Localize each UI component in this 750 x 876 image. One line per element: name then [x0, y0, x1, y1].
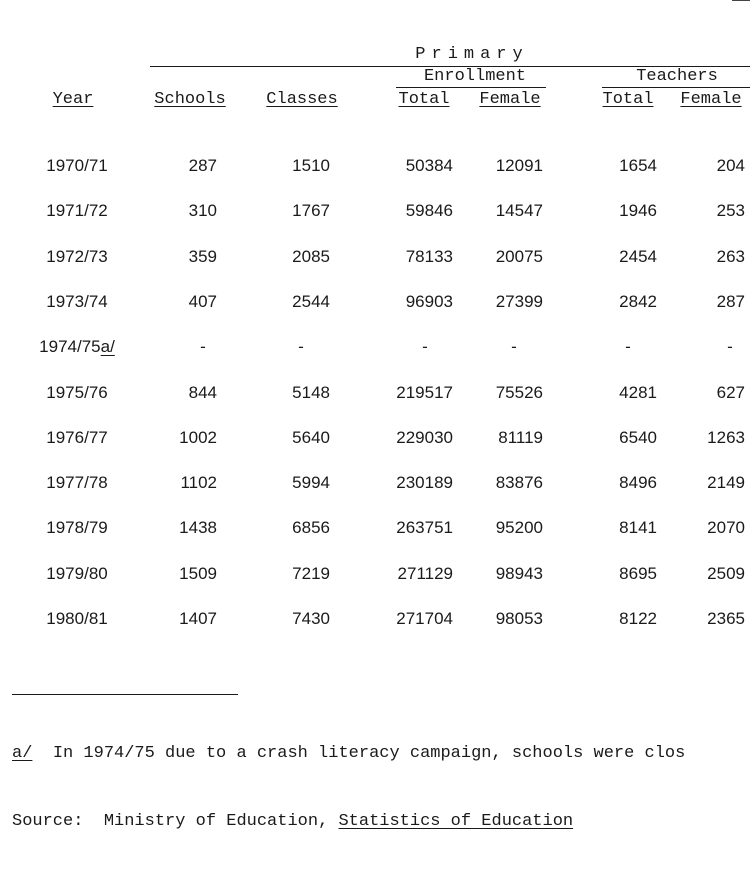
- source-line: [12, 812, 573, 832]
- cell-enr-female: 81119: [498, 428, 543, 447]
- cell-classes: 7430: [292, 609, 330, 628]
- cell-enr-female: -: [511, 337, 517, 356]
- cell-year: [46, 292, 107, 312]
- cell-t-female: 287: [716, 292, 745, 311]
- cell-enr-total: 263751: [396, 518, 453, 537]
- cell-year-value: 1980/81: [46, 609, 108, 628]
- cell-enr-female: 20075: [495, 247, 543, 266]
- cell-enr-total: 219517: [396, 383, 453, 402]
- cell-enr-female: 98943: [495, 564, 543, 583]
- cell-t-female: 2365: [707, 609, 745, 628]
- cell-schools: 407: [188, 292, 217, 311]
- col-schools: Schools: [154, 90, 226, 109]
- cell-enr-total: -: [422, 337, 428, 356]
- cell-enr-female: 98053: [495, 609, 543, 628]
- cell-year: [46, 518, 107, 538]
- cell-schools: 1102: [180, 473, 217, 492]
- col-classes: Classes: [266, 90, 338, 109]
- cell-t-female: 627: [716, 383, 745, 402]
- cell-schools: 359: [188, 247, 217, 266]
- source-org: Ministry of Education,: [103, 812, 329, 831]
- cell-t-total: 8141: [619, 518, 657, 537]
- cell-enr-total: 78133: [405, 247, 453, 266]
- cell-classes: 2544: [292, 292, 330, 311]
- cell-enr-female: 27399: [495, 292, 543, 311]
- col-year: Year: [52, 90, 94, 109]
- cell-year-value: 1970/71: [46, 156, 108, 175]
- cell-enr-female: 95200: [495, 518, 543, 537]
- cell-enr-total: 271704: [396, 609, 453, 628]
- cell-schools: 287: [188, 156, 217, 175]
- col-enrollment-total: Total: [398, 90, 450, 109]
- cell-t-female: 253: [716, 201, 745, 220]
- cell-classes: 5148: [292, 383, 330, 402]
- cell-year: [46, 473, 107, 493]
- cell-schools: 1407: [179, 609, 217, 628]
- cell-classes: -: [298, 337, 304, 356]
- col-teachers-total: Total: [602, 90, 654, 109]
- cell-t-female: 2509: [707, 564, 745, 583]
- cell-t-total: 1654: [619, 156, 657, 175]
- corner-mark: [732, 0, 750, 1]
- cell-t-total: 2842: [619, 292, 657, 311]
- source-label: Source:: [12, 812, 84, 831]
- cell-enr-female: 14547: [495, 201, 543, 220]
- cell-t-female: 263: [716, 247, 745, 266]
- cell-classes: 5640: [292, 428, 330, 447]
- header-enrollment: Enrollment: [423, 67, 527, 86]
- cell-year-value: 1978/79: [46, 518, 108, 537]
- header-teachers-rule: [602, 87, 750, 88]
- header-enrollment-rule: [396, 87, 546, 88]
- cell-t-total: 4281: [619, 383, 657, 402]
- cell-year: [46, 428, 107, 448]
- cell-year: [46, 247, 107, 267]
- col-teachers-female: Female: [680, 90, 742, 109]
- cell-enr-total: 229030: [396, 428, 453, 447]
- cell-year-value: 1975/76: [46, 383, 108, 402]
- cell-schools: 1438: [179, 518, 217, 537]
- cell-enr-total: 59846: [405, 201, 453, 220]
- cell-year: [46, 383, 107, 403]
- cell-year-value: 1976/77: [46, 428, 108, 447]
- cell-schools: -: [200, 337, 206, 356]
- cell-year: [39, 337, 115, 357]
- cell-schools: 310: [188, 201, 217, 220]
- cell-schools: 1002: [179, 428, 217, 447]
- cell-t-total: 8695: [619, 564, 657, 583]
- cell-t-total: 8496: [619, 473, 657, 492]
- cell-enr-total: 230189: [396, 473, 453, 492]
- header-teachers: Teachers: [636, 67, 718, 86]
- cell-classes: 7219: [292, 564, 330, 583]
- footnote-marker: a/: [12, 744, 33, 763]
- cell-enr-female: 75526: [495, 383, 543, 402]
- cell-t-female: 2149: [707, 473, 745, 492]
- cell-enr-total: 271129: [397, 564, 453, 583]
- cell-t-female: -: [727, 337, 733, 356]
- cell-year-note: a/: [100, 337, 115, 356]
- cell-year-value: 1973/74: [46, 292, 108, 311]
- footnote-separator: [12, 694, 238, 695]
- cell-year-value: 1971/72: [46, 201, 108, 220]
- cell-t-total: 1946: [619, 201, 657, 220]
- cell-enr-female: 83876: [495, 473, 543, 492]
- cell-classes: 1767: [292, 201, 330, 220]
- footnote-text: In 1974/75 due to a crash literacy campaign, schools were clos: [52, 744, 686, 763]
- cell-year-value: 1977/78: [46, 473, 108, 492]
- cell-year: [46, 201, 107, 221]
- cell-year-value: 1974/75: [39, 337, 101, 356]
- cell-t-total: 8122: [619, 609, 657, 628]
- cell-year-value: 1979/80: [46, 564, 108, 583]
- cell-schools: 844: [188, 383, 217, 402]
- cell-enr-total: 50384: [405, 156, 453, 175]
- cell-classes: 2085: [292, 247, 330, 266]
- cell-t-female: 2070: [707, 518, 745, 537]
- cell-classes: 1510: [292, 156, 330, 175]
- cell-t-total: 6540: [619, 428, 657, 447]
- cell-t-female: 1263: [707, 428, 745, 447]
- cell-year: [46, 156, 107, 176]
- source-title: Statistics of Education: [338, 812, 574, 831]
- cell-t-total: -: [625, 337, 631, 356]
- cell-schools: 1509: [179, 564, 217, 583]
- header-primary: Primary: [415, 45, 529, 64]
- col-enrollment-female: Female: [479, 90, 541, 109]
- cell-t-female: 204: [716, 156, 745, 175]
- cell-classes: 6856: [292, 518, 330, 537]
- cell-classes: 5994: [292, 473, 330, 492]
- cell-enr-total: 96903: [405, 292, 453, 311]
- cell-year-value: 1972/73: [46, 247, 108, 266]
- cell-enr-female: 12091: [495, 156, 543, 175]
- cell-year: [46, 609, 107, 629]
- cell-year: [46, 564, 107, 584]
- footnote: [12, 744, 685, 764]
- cell-t-total: 2454: [619, 247, 657, 266]
